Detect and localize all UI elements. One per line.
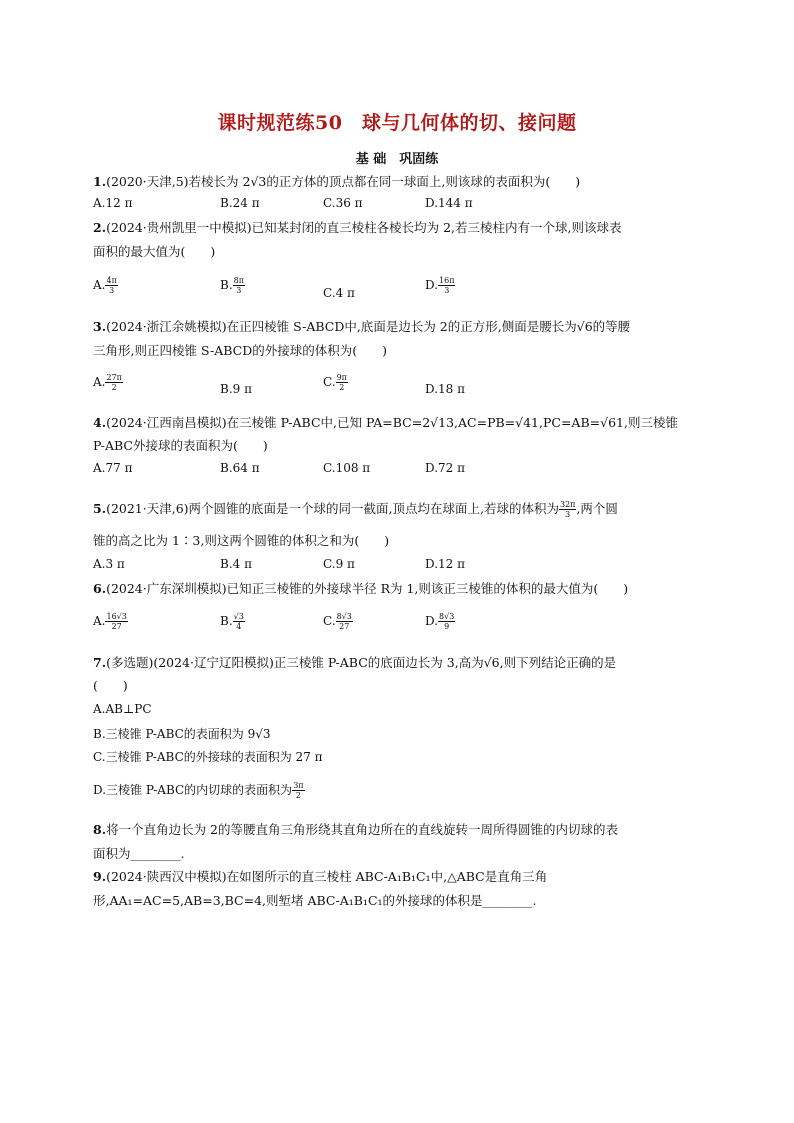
q2-option-d: D. $\frac{16\pi}{3}$ (425, 276, 455, 295)
section-heading: 基 础 巩固练 (355, 152, 439, 167)
question-5: 5.(2021·天津,6)两个圆锥的底面是一个球的同一截面,顶点均在球面上,若球的体积为 $\frac{32\pi}{3}$ ,两个圆 (93, 500, 618, 519)
q1-option-c: C.36 π (323, 196, 363, 210)
question-number: 5. (93, 501, 107, 516)
q1-option-d: D.144 π (425, 196, 473, 210)
question-2 (93, 219, 621, 236)
question-3-line2: 三角形,则正四棱锥 S-ABCD的外接球的体积为( ) (93, 343, 387, 358)
question-text: (2024·江西南昌模拟)在三棱锥 P-ABC中,已知 PA=BC=2√13,AC=PB=√41,PC=AB=√61,则三棱锥 (106, 415, 678, 430)
question-8 (93, 821, 618, 838)
question-9 (93, 868, 547, 885)
question-text: 将一个直角边长为 2的等腰直角三角形绕其直角边所在的直线旋转一周所得圆锥的内切球的表 (106, 822, 618, 837)
q3-option-b: B.9 π (220, 382, 252, 396)
question-number: 6. (93, 581, 107, 596)
q5-option-c: C.9 π (323, 557, 355, 571)
q6-option-a: A. $\frac{16√3}{27}$ (93, 612, 127, 631)
q4-option-c: C.108 π (323, 461, 371, 475)
question-9-line2: 形,AA₁=AC=5,AB=3,BC=4,则堑堵 ABC-A₁B₁C₁的外接球的体积是________. (93, 893, 537, 908)
question-text: (2021·天津,6)两个圆锥的底面是一个球的同一截面,顶点均在球面上,若球的体积为 (106, 501, 559, 516)
q1-option-a: A.12 π (93, 196, 133, 210)
question-text: (2024·广东深圳模拟)已知正三棱锥的外接球半径 R为 1,则该正三棱锥的体积的最大值为( ) (106, 581, 629, 596)
question-number: 1. (93, 174, 107, 189)
q2-option-b: B. $\frac{8\pi}{3}$ (220, 276, 244, 295)
q3-option-a: A. $\frac{27\pi}{2}$ (93, 373, 122, 392)
q2-option-c: C.4 π (323, 286, 355, 300)
question-text: (多选题)(2024·辽宁辽阳模拟)正三棱锥 P-ABC的底面边长为 3,高为√6,则下列结论正确的是 (106, 655, 617, 670)
question-4 (93, 414, 678, 431)
question-text: (2024·浙江余姚模拟)在正四棱锥 S-ABCD中,底面是边长为 2的正方形,侧面是腰长为√6的等腰 (106, 319, 631, 334)
question-text: (2024·贵州凯里一中模拟)已知某封闭的直三棱柱各棱长均为 2,若三棱柱内有一个球,则该球表 (106, 220, 622, 235)
fraction: $\frac{32\pi}{3}$ (559, 500, 576, 519)
q3-option-c: C. $\frac{9\pi}{2}$ (323, 373, 347, 392)
question-1 (93, 173, 580, 190)
q3-option-d: D.18 π (425, 382, 465, 396)
question-number: 9. (93, 869, 107, 884)
question-text: (2024·陕西汉中模拟)在如图所示的直三棱柱 ABC-A₁B₁C₁中,△ABC是直角三角 (106, 869, 548, 884)
q7-option-d: D.三棱锥 P-ABC的内切球的表面积为 $\frac{3\pi}{2}$ (93, 781, 304, 800)
q7-option-a: A.AB⊥PC (93, 702, 152, 716)
q5-option-d: D.12 π (425, 557, 465, 571)
question-number: 7. (93, 655, 107, 670)
question-number: 3. (93, 319, 107, 334)
question-5-line2: 锥的高之比为 1∶3,则这两个圆锥的体积之和为( ) (93, 533, 390, 548)
q4-option-a: A.77 π (93, 461, 133, 475)
q2-option-a: A. $\frac{4\pi}{3}$ (93, 276, 117, 295)
q1-option-b: B.24 π (220, 196, 260, 210)
page-title: 课时规范练50 球与几何体的切、接问题 (217, 112, 577, 134)
q4-option-b: B.64 π (220, 461, 260, 475)
q6-option-c: C. $\frac{8√3}{27}$ (323, 612, 352, 631)
q7-option-c: C.三棱锥 P-ABC的外接球的表面积为 27 π (93, 750, 323, 764)
q4-option-d: D.72 π (425, 461, 465, 475)
question-8-line2: 面积为________. (93, 846, 185, 861)
question-7 (93, 654, 616, 671)
question-7-line2: ( ) (93, 678, 128, 693)
question-text: (2020·天津,5)若棱长为 2√3的正方体的顶点都在同一球面上,则该球的表面积为( ) (106, 174, 581, 189)
question-4-line2: P-ABC外接球的表面积为( ) (93, 438, 268, 453)
question-2-line2: 面积的最大值为( ) (93, 244, 216, 259)
q6-option-b: B. $\frac{√3}{4}$ (220, 612, 244, 631)
question-number: 8. (93, 822, 107, 837)
question-3 (93, 318, 630, 335)
question-6 (93, 580, 628, 597)
q5-option-a: A.3 π (93, 557, 125, 571)
q5-option-b: B.4 π (220, 557, 252, 571)
question-number: 2. (93, 220, 107, 235)
q7-option-b: B.三棱锥 P-ABC的表面积为 9√3 (93, 727, 271, 741)
q6-option-d: D. $\frac{8√3}{9}$ (425, 612, 455, 631)
question-number: 4. (93, 415, 107, 430)
